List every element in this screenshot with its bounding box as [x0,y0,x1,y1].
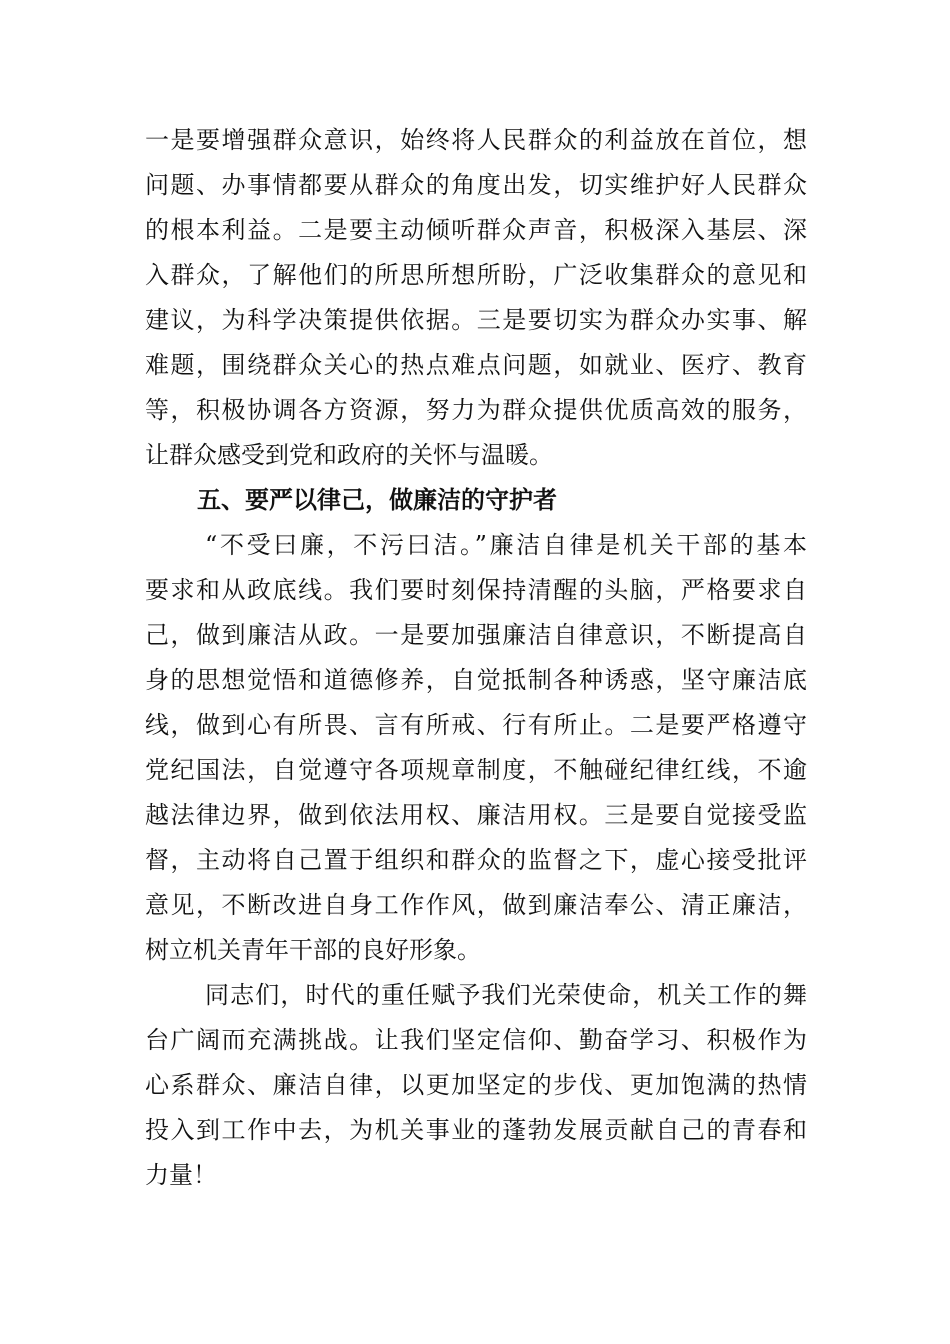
text-line: 意见，不断改进自身工作作风，做到廉洁奉公、清正廉洁， [145,891,807,919]
paragraph-integrity [145,523,807,973]
text-line: 的根本利益。二是要主动倾听群众声音，积极深入基层、深 [145,216,807,244]
text-line: 难题，围绕群众关心的热点难点问题，如就业、医疗、教育 [145,351,807,379]
text-line: 力量！ [145,1161,217,1189]
text-line: 己，做到廉洁从政。一是要加强廉洁自律意识，不断提高自 [145,621,807,649]
document-page [145,118,807,1198]
text-line: 党纪国法，自觉遵守各项规章制度，不触碰纪律红线，不逾 [145,756,807,784]
text-line: 要求和从政底线。我们要时刻保持清醒的头脑，严格要求自 [145,576,807,604]
paragraph-conclusion [145,973,807,1198]
text-line: 一是要增强群众意识，始终将人民群众的利益放在首位，想 [145,126,807,154]
text-line: 入群众，了解他们的所思所想所盼，广泛收集群众的意见和 [145,261,807,289]
text-line: 投入到工作中去，为机关事业的蓬勃发展贡献自己的青春和 [145,1116,807,1144]
paragraph-mass-awareness [145,118,807,478]
text-line: 线，做到心有所畏、言有所戒、行有所止。二是要严格遵守 [145,711,807,739]
section-heading: 五、要严以律己，做廉洁的守护者 [197,486,557,514]
text-line: 让群众感受到党和政府的关怀与温暖。 [145,441,553,469]
text-line: 心系群众、廉洁自律，以更加坚定的步伐、更加饱满的热情 [145,1071,807,1099]
text-line: 身的思想觉悟和道德修养，自觉抵制各种诱惑，坚守廉洁底 [145,666,807,694]
text-line: 建议，为科学决策提供依据。三是要切实为群众办实事、解 [145,306,807,334]
text-line: “不受曰廉，不污曰洁。”廉洁自律是机关干部的基本 [205,531,807,559]
text-line: 问题、办事情都要从群众的角度出发，切实维护好人民群众 [145,171,807,199]
text-line: 等，积极协调各方资源，努力为群众提供优质高效的服务， [145,396,807,424]
text-line: 督，主动将自己置于组织和群众的监督之下，虚心接受批评 [145,846,807,874]
text-line: 台广阔而充满挑战。让我们坚定信仰、勤奋学习、积极作为 [145,1026,807,1054]
text-line: 同志们，时代的重任赋予我们光荣使命，机关工作的舞 [205,981,807,1009]
text-line: 树立机关青年干部的良好形象。 [145,936,481,964]
text-line: 越法律边界，做到依法用权、廉洁用权。三是要自觉接受监 [145,801,807,829]
